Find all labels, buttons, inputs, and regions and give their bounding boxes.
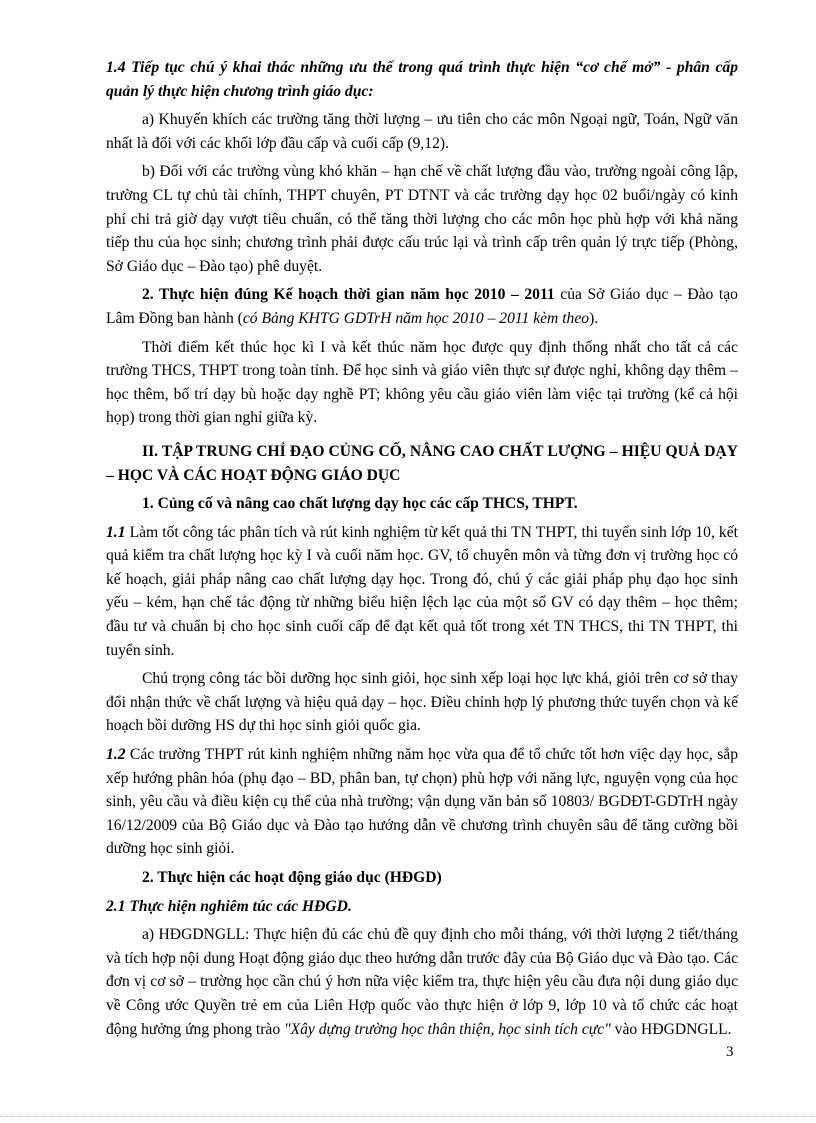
paragraph-gifted: Chú trọng công tác bồi dưỡng học sinh giỏi, học sinh xếp loại học lực khá, giỏi trên cơ sở thay đổi nhận thức về chất lượng và hiệu quả dạy – học. Điều chỉnh hợp lý phương thức tuyển chọn và kế hoạch bồi dưỡng HS dự thi học sinh giỏi quốc gia. [106,670,738,735]
paragraph-time: Thời điểm kết thúc học kì I và kết thúc năm học được quy định thống nhất cho tất cả các trường THCS, THPT trong toàn tỉnh. Để học sinh và giáo viên thực sự được nghỉ, không dạy thêm – học thêm, bố trí dạy bù hoặc dạy nghề PT; không yêu cầu giáo viên làm việc tại trường (kể cả hội họp) trong thời gian nghỉ giữa kỳ. [106,338,738,427]
label-1-1: 1.1 [106,523,126,541]
paragraph-a: a) Khuyến khích các trường tăng thời lượng – ưu tiên cho các môn Ngoại ngữ, Toán, Ngữ văn nhất là đối với các khối lớp đầu cấp và cuối cấp (9,12). [106,111,738,152]
section-II-heading: II. TẬP TRUNG CHỈ ĐẠO CỦNG CỐ, NÂNG CAO CHẤT LƯỢNG – HIỆU QUẢ DẠY – HỌC VÀ CÁC HOẠT ĐỘNG GIÁO DỤC [106,442,738,484]
heading-1: 1. Củng cố và nâng cao chất lượng dạy học các cấp THCS, THPT. [142,495,578,513]
page-bottom-rule [0,1116,816,1117]
text-1-2: Các trường THPT rút kinh nghiệm những năm học vừa qua để tổ chức tốt hơn việc dạy học, sắp xếp hướng phân hóa (phụ đạo – BD, phân ban, tự chọn) phù hợp với năng lực, nguyện vọng của học sinh, yêu cầu và điều kiện cụ thể của nhà trường; vận dụng văn bản số 10803/ BGDĐT-GDTrH ngày 16/12/2009 của Bộ Giáo dục và Đào tạo hướng dẫn về chương trình chuyên sâu để tăng cường bồi dưỡng học sinh giỏi. [106,746,738,858]
paragraph-2-timeline [106,283,738,330]
hdgd-text: a) HĐGDNGLL: Thực hiện đủ các chủ đề quy định cho mỗi tháng, với thời lượng 2 tiết/tháng và tích hợp nội dung Hoạt động giáo dục theo hướng dẫn trước đây của Bộ Giáo dục và Đào tạo. Các đơn vị cơ sở – trường học cần chú ý hơn nữa việc kiểm tra, thực hiện yêu cầu đưa nội dung giáo dục về Công ước Quyền trẻ em của Liên Hợp quốc vào thực hiện ở lớp 9, lớp 10 và tổ chức các hoạt động hưởng ứng phong trào [106,926,738,1038]
paragraph-hdgd [106,923,738,1041]
heading-1-4: 1.4 Tiếp tục chú ý khai thác những ưu thế trong quá trình thực hiện “cơ chế mở” - phân cấp quản lý thực hiện chương trình giáo dục: [106,59,738,100]
document-body [106,56,738,1046]
paragraph-b: b) Đối với các trường vùng khó khăn – hạn chế về chất lượng đầu vào, trường ngoài công lập, trường CL tự chủ tài chính, THPT chuyên, PT DTNT và các trường dạy học 02 buổi/ngày có kinh phí chi trả giờ dạy vượt tiêu chuẩn, có thể tăng thời lượng cho các môn học phù hợp với khả năng tiếp thu của học sinh; chương trình phải được cấu trúc lại và trình cấp trên quản lý trực tiếp (Phòng, Sở Giáo dục – Đào tạo) phê duyệt. [106,163,738,275]
text-1-1: Làm tốt công tác phân tích và rút kinh nghiệm từ kết quả thi TN THPT, thi tuyển sinh lớp 10, kết quả kiểm tra chất lượng học kỳ I và cuối năm học. GV, tổ chuyên môn và từng đơn vị trường học có kế hoạch, giải pháp nâng cao chất lượng dạy học. Trong đó, chú ý các giải pháp phụ đạo học sinh yếu – kém, hạn chế tác động từ những biểu hiện lệch lạc của một số GV có dạy thêm – học thêm; đầu tư và chuẩn bị cho học sinh cuối cấp để đạt kết quả tốt trong xét TN THCS, thi TN THPT, thi tuyển sinh. [106,523,738,659]
hdgd-end: vào HĐGDNGLL. [610,1020,732,1038]
paragraph-1-1 [106,521,738,663]
label-1-2: 1.2 [106,746,126,764]
page-number: 3 [726,1044,734,1060]
heading-2-1: 2.1 Thực hiện nghiêm túc các HĐGD. [106,897,352,915]
heading-2: 2. Thực hiện các hoạt động giáo dục (HĐGD) [142,869,442,886]
heading-2-plan: 2. Thực hiện đúng Kế hoạch thời gian năm học 2010 – 2011 [142,286,555,304]
paragraph-1-2 [106,743,738,861]
hdgd-italic: "Xây dựng trường học thân thiện, học sinh tích cực" [284,1020,611,1038]
para-2-italic: có Bảng KHTG GDTrH năm học 2010 – 2011 kèm theo [242,309,590,327]
para-2-normal: của Sở Giáo dục – Đào tạo Lâm Đồng ban hành ( [106,286,738,327]
para-2-end: ). [589,309,599,327]
